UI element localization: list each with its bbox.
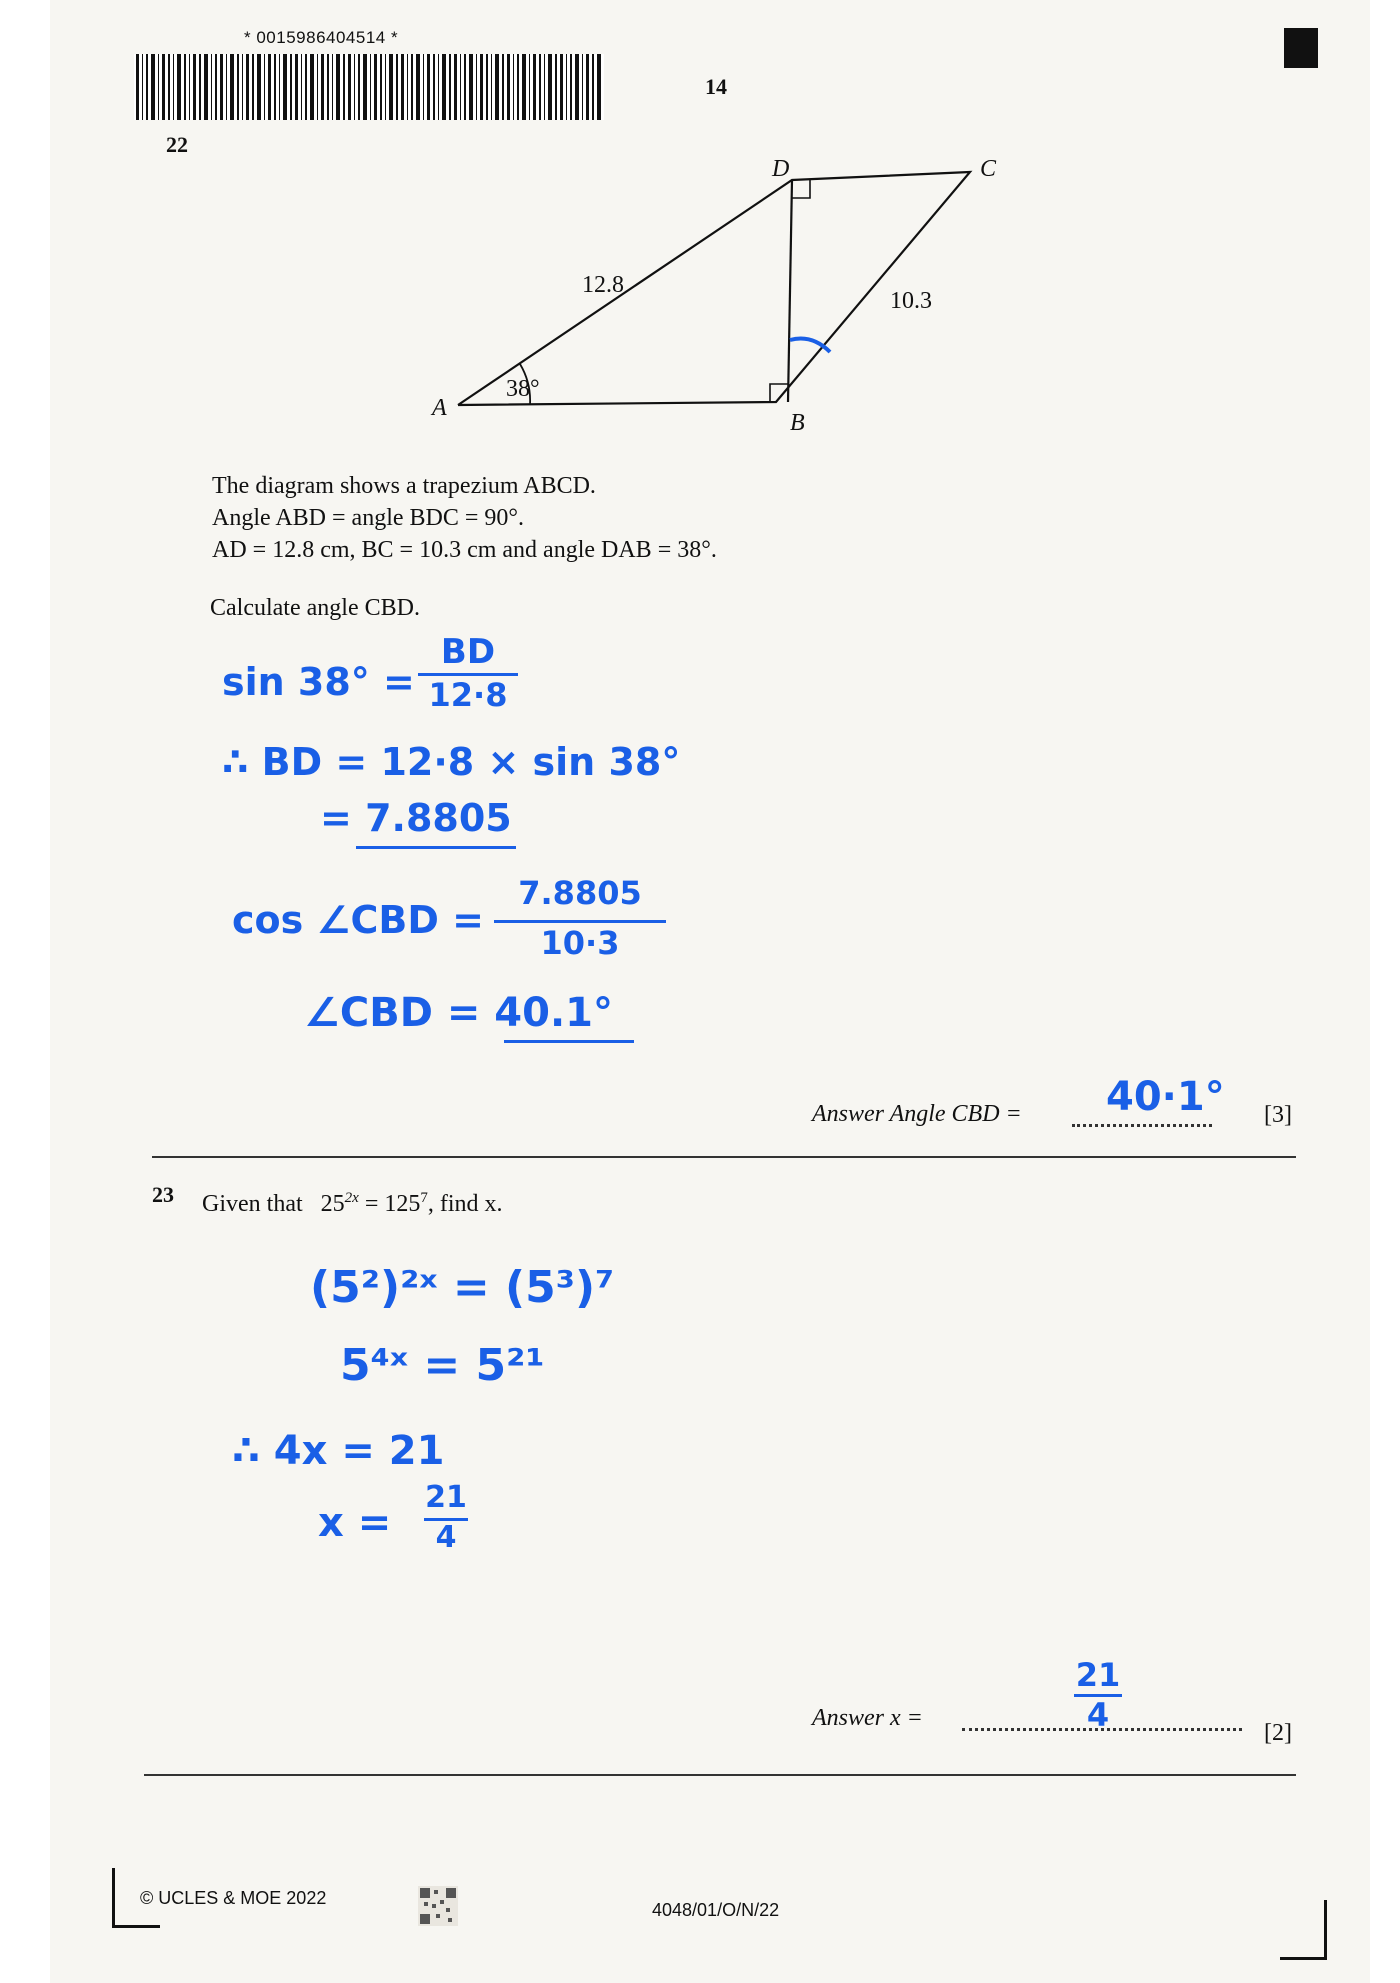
- working-23-line-3: ∴ 4x = 21: [232, 1428, 445, 1474]
- question-23-number: 23: [152, 1182, 174, 1207]
- vertex-label-a: A: [432, 395, 447, 421]
- working-23-line-4-denominator: 4: [435, 1520, 457, 1555]
- corner-mark-right-horizontal: [1280, 1957, 1327, 1960]
- working-22-line-1-left: sin 38° =: [222, 660, 415, 704]
- side-ad-label: 12.8: [582, 272, 624, 298]
- question-22-line-2: Angle ABD = angle BDC = 90°.: [212, 505, 524, 531]
- working-22-underline-1: [356, 846, 516, 849]
- question-23-prefix: Given that: [202, 1191, 303, 1217]
- question-22-text: [212, 470, 717, 566]
- question-23-mid: = 125: [358, 1191, 421, 1217]
- marks-22: [3]: [1264, 1102, 1292, 1128]
- marks-23: [2]: [1264, 1720, 1292, 1746]
- question-22-instruction: Calculate angle CBD.: [210, 595, 420, 621]
- working-23-line-4-numerator: 21: [425, 1480, 467, 1515]
- working-22-line-4-left: cos ∠CBD =: [232, 898, 485, 942]
- answer-22-label: Answer Angle CBD =: [812, 1101, 1022, 1127]
- question-23-exp-1: 2x: [344, 1190, 359, 1206]
- answer-23-label: Answer x =: [812, 1705, 923, 1731]
- answer-22-value: 40·1°: [1106, 1074, 1225, 1120]
- angle-a-label: 38°: [506, 376, 540, 402]
- working-22-line-1-numerator: BD: [440, 632, 496, 672]
- page-number: 14: [705, 74, 727, 99]
- working-22-line-1-denominator: 12·8: [428, 676, 508, 714]
- working-23-line-4-left: x =: [318, 1500, 392, 1546]
- question-23-exp-2: 7: [420, 1190, 428, 1206]
- question-divider: [152, 1156, 1296, 1158]
- footer-code: 4048/01/O/N/22: [652, 1900, 780, 1920]
- answer-23-numerator: 21: [1075, 1656, 1121, 1694]
- answer-23-denominator: 4: [1086, 1696, 1110, 1734]
- question-23-text: [202, 1182, 503, 1220]
- vertex-label-c: C: [980, 156, 997, 182]
- corner-mark-right-vertical: [1324, 1900, 1327, 1960]
- working-23-line-1: (5²)²ˣ = (5³)⁷: [310, 1262, 615, 1313]
- footer-copyright: © UCLES & MOE 2022: [140, 1888, 327, 1908]
- question-23-base-1: 25: [320, 1191, 345, 1217]
- working-22-line-3: = 7.8805: [320, 796, 512, 840]
- qr-code: [418, 1886, 458, 1926]
- corner-marker: [1284, 28, 1318, 68]
- working-22-line-4-denominator: 10·3: [540, 924, 620, 962]
- corner-mark-left-horizontal: [112, 1925, 160, 1928]
- corner-mark-left-vertical: [112, 1868, 115, 1928]
- working-23-line-2: 5⁴ˣ = 5²¹: [340, 1340, 545, 1391]
- side-bc-label: 10.3: [890, 288, 932, 314]
- working-22-line-4-numerator: 7.8805: [518, 874, 642, 912]
- working-22-fraction-bar-2: [494, 920, 666, 923]
- trapezium-diagram: [420, 150, 1020, 440]
- barcode-number: * 0015986404514 *: [244, 28, 399, 47]
- working-22-underline-2: [504, 1040, 634, 1043]
- vertex-label-b: B: [790, 410, 805, 436]
- question-23-suffix: , find x.: [427, 1191, 503, 1217]
- question-22-line-3: AD = 12.8 cm, BC = 10.3 cm and angle DAB = 38°.: [212, 537, 717, 563]
- vertex-label-d: D: [772, 156, 790, 182]
- question-divider-2: [144, 1774, 1296, 1776]
- barcode: [134, 54, 604, 120]
- answer-22-line: [1072, 1124, 1212, 1127]
- working-22-line-5: ∠CBD = 40.1°: [304, 990, 613, 1036]
- question-22-line-1: The diagram shows a trapezium ABCD.: [212, 473, 596, 499]
- working-22-line-2: ∴ BD = 12·8 × sin 38°: [222, 740, 681, 784]
- question-22-number: 22: [166, 132, 188, 157]
